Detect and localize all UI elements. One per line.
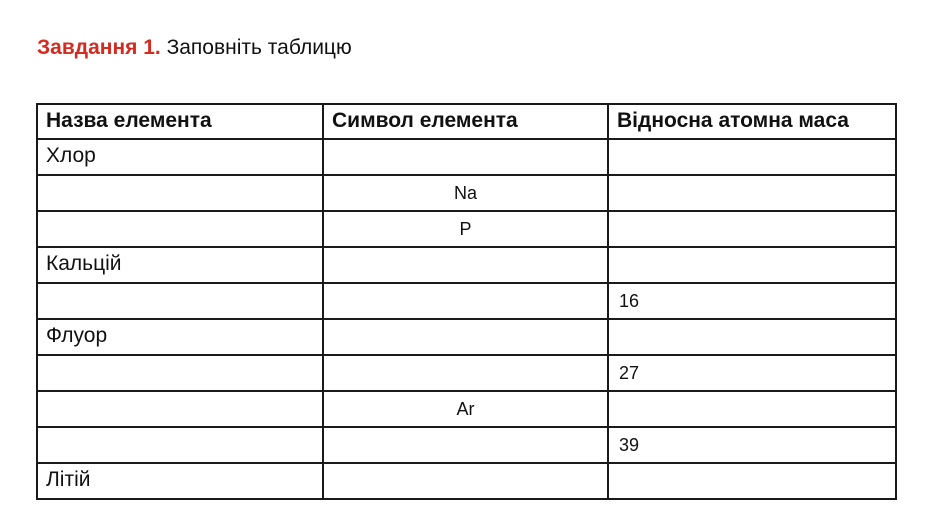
element-symbol-cell[interactable]	[323, 283, 608, 319]
task-label: Завдання 1.	[37, 36, 161, 59]
header-atomic-mass: Відносна атомна маса	[608, 104, 896, 139]
atomic-mass-cell[interactable]: 16	[608, 283, 896, 319]
task-heading	[37, 36, 352, 60]
atomic-mass-cell[interactable]	[608, 211, 896, 247]
header-element-name: Назва елемента	[37, 104, 323, 139]
table-row	[37, 175, 896, 211]
table-row	[37, 319, 896, 355]
element-name-cell[interactable]	[37, 283, 323, 319]
element-symbol-cell[interactable]: P	[323, 211, 608, 247]
table-row	[37, 139, 896, 175]
atomic-mass-cell[interactable]	[608, 319, 896, 355]
table-row	[37, 283, 896, 319]
element-name-cell[interactable]	[37, 211, 323, 247]
element-symbol-cell[interactable]: Na	[323, 175, 608, 211]
element-name-cell[interactable]: Кальцій	[37, 247, 323, 283]
atomic-mass-cell[interactable]	[608, 391, 896, 427]
element-name-cell[interactable]: Хлор	[37, 139, 323, 175]
element-symbol-cell[interactable]	[323, 463, 608, 499]
element-symbol-cell[interactable]	[323, 355, 608, 391]
elements-table	[36, 103, 897, 500]
table-row	[37, 391, 896, 427]
atomic-mass-cell[interactable]	[608, 463, 896, 499]
table-row	[37, 427, 896, 463]
element-name-cell[interactable]	[37, 355, 323, 391]
element-name-cell[interactable]: Літій	[37, 463, 323, 499]
atomic-mass-cell[interactable]: 39	[608, 427, 896, 463]
element-name-cell[interactable]: Флуор	[37, 319, 323, 355]
atomic-mass-cell[interactable]	[608, 139, 896, 175]
element-name-cell[interactable]	[37, 175, 323, 211]
element-name-cell[interactable]	[37, 427, 323, 463]
table-row	[37, 463, 896, 499]
header-element-symbol: Символ елемента	[323, 104, 608, 139]
element-symbol-cell[interactable]	[323, 139, 608, 175]
element-symbol-cell[interactable]	[323, 247, 608, 283]
table-row	[37, 211, 896, 247]
table-header-row	[37, 104, 896, 139]
element-symbol-cell[interactable]	[323, 319, 608, 355]
atomic-mass-cell[interactable]: 27	[608, 355, 896, 391]
atomic-mass-cell[interactable]	[608, 247, 896, 283]
task-instruction: Заповніть таблицю	[160, 36, 352, 59]
atomic-mass-cell[interactable]	[608, 175, 896, 211]
table-row	[37, 355, 896, 391]
table-row	[37, 247, 896, 283]
element-name-cell[interactable]	[37, 391, 323, 427]
element-symbol-cell[interactable]	[323, 427, 608, 463]
element-symbol-cell[interactable]: Ar	[323, 391, 608, 427]
